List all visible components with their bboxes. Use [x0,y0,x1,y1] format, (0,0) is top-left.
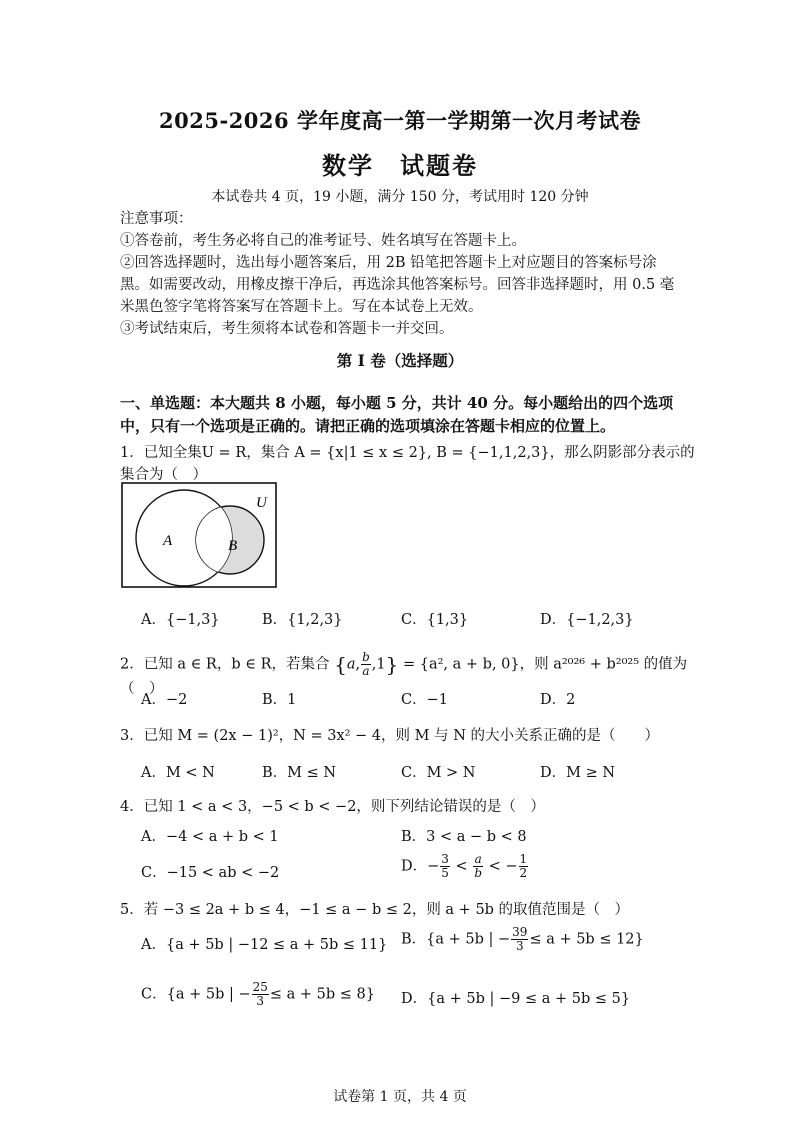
q1-option-d[interactable]: D．{−1,2,3} [540,612,634,628]
question-1-text: 1．已知全集U = R，集合 A = {x|1 ≤ x ≤ 2}, B = {−1,1,2,3}，那么阴影部分表示的集合为（ ） [120,445,695,483]
q4-option-d[interactable]: D．− $\frac{3}{5}$ < $\frac{a}{b}$ < − $\frac{1}{2}$ [401,852,528,880]
venn-label-a: A [163,533,173,549]
q5-option-c[interactable]: C．{a + 5b | − $\frac{25}{3}$ ≤ a + 5b ≤ 8} [141,980,375,1008]
q3-option-b[interactable]: B．M ≤ N [262,765,337,781]
q3-option-d[interactable]: D．M ≥ N [540,765,616,781]
q2-option-c[interactable]: C．−1 [401,692,448,708]
q4-option-a[interactable]: A．−4 < a + b < 1 [141,829,279,845]
question-4-text: 4．已知 1 < a < 3，−5 < b < −2，则下列结论错误的是（ ） [120,799,545,815]
venn-diagram [120,481,280,591]
q3-option-a[interactable]: A．M < N [141,765,215,781]
question-2-text: 2．已知 a ∈ R，b ∈ R，若集合 {a, $\frac{b}{a}$ ,1} = {a², a + b, 0}，则 a²⁰²⁶ + b²⁰²⁵ 的值为（ ） [120,650,688,697]
notes-block [120,208,680,340]
exam-info: 本试卷共 4 页，19 小题，满分 150 分，考试用时 120 分钟 [211,189,589,205]
q1-option-a[interactable]: A．{−1,3} [141,612,220,628]
q1-option-b[interactable]: B．{1,2,3} [262,612,343,628]
q5-option-d[interactable]: D．{a + 5b | −9 ≤ a + 5b ≤ 5} [401,991,631,1007]
exam-title: 2025-2026 学年度高一第一学期第一次月考试卷 [159,108,641,133]
q5-option-b[interactable]: B．{a + 5b | − $\frac{39}{3}$ ≤ a + 5b ≤ 12} [401,925,644,953]
q3-option-c[interactable]: C．M > N [401,765,476,781]
q2-suffix: = {a², a + b, 0}，则 a²⁰²⁶ + b²⁰²⁵ 的值为（ ） [120,656,688,697]
q2-option-b[interactable]: B．1 [262,692,297,708]
part1-instructions: 一、单选题：本大题共 8 小题，每小题 5 分，共计 40 分。每小题给出的四个选项中，只有一个选项是正确的。请把正确的选项填涂在答题卡相应的位置上。 [120,394,674,435]
q2-fraction: $\frac{b}{a}$ [362,650,370,678]
note-item: ③考试结束后，考生须将本试卷和答题卡一并交回。 [120,321,454,337]
q4-option-c[interactable]: C．−15 < ab < −2 [141,865,280,881]
q2-option-d[interactable]: D．2 [540,692,576,708]
q2-prefix: 2．已知 a ∈ R，b ∈ R，若集合 [120,656,330,673]
question-3-text: 3．已知 M = (2x − 1)²，N = 3x² − 4，则 M 与 N 的大小关系正确的是（ ） [120,728,660,744]
q1-option-c[interactable]: C．{1,3} [401,612,469,628]
section-title: 第 I 卷（选择题） [336,351,464,370]
venn-label-u: U [256,495,267,511]
venn-label-b: B [228,538,238,554]
question-5-text: 5．若 −3 ≤ 2a + b ≤ 4，−1 ≤ a − b ≤ 2，则 a + 5b 的取值范围是（ ） [120,902,630,918]
q4-option-b[interactable]: B．3 < a − b < 8 [401,829,527,845]
q5-option-a[interactable]: A．{a + 5b | −12 ≤ a + 5b ≤ 11} [141,937,388,953]
note-item: ①答卷前，考生务必将自己的准考证号、姓名填写在答题卡上。 [120,233,526,249]
page-footer: 试卷第 1 页，共 4 页 [333,1089,467,1105]
notes-heading: 注意事项： [120,211,193,227]
q2-option-a[interactable]: A．−2 [141,692,188,708]
exam-subtitle: 数学 试题卷 [322,151,478,180]
note-item: ②回答选择题时，选出每小题答案后，用 2B 铅笔把答题卡上对应题目的答案标号涂黑。如需要改动，用橡皮擦干净后，再选涂其他答案标号。回答非选择题时，用 0.5 毫米黑色签字笔将答案写在答题卡上。写在本试卷上无效。 [120,255,675,315]
